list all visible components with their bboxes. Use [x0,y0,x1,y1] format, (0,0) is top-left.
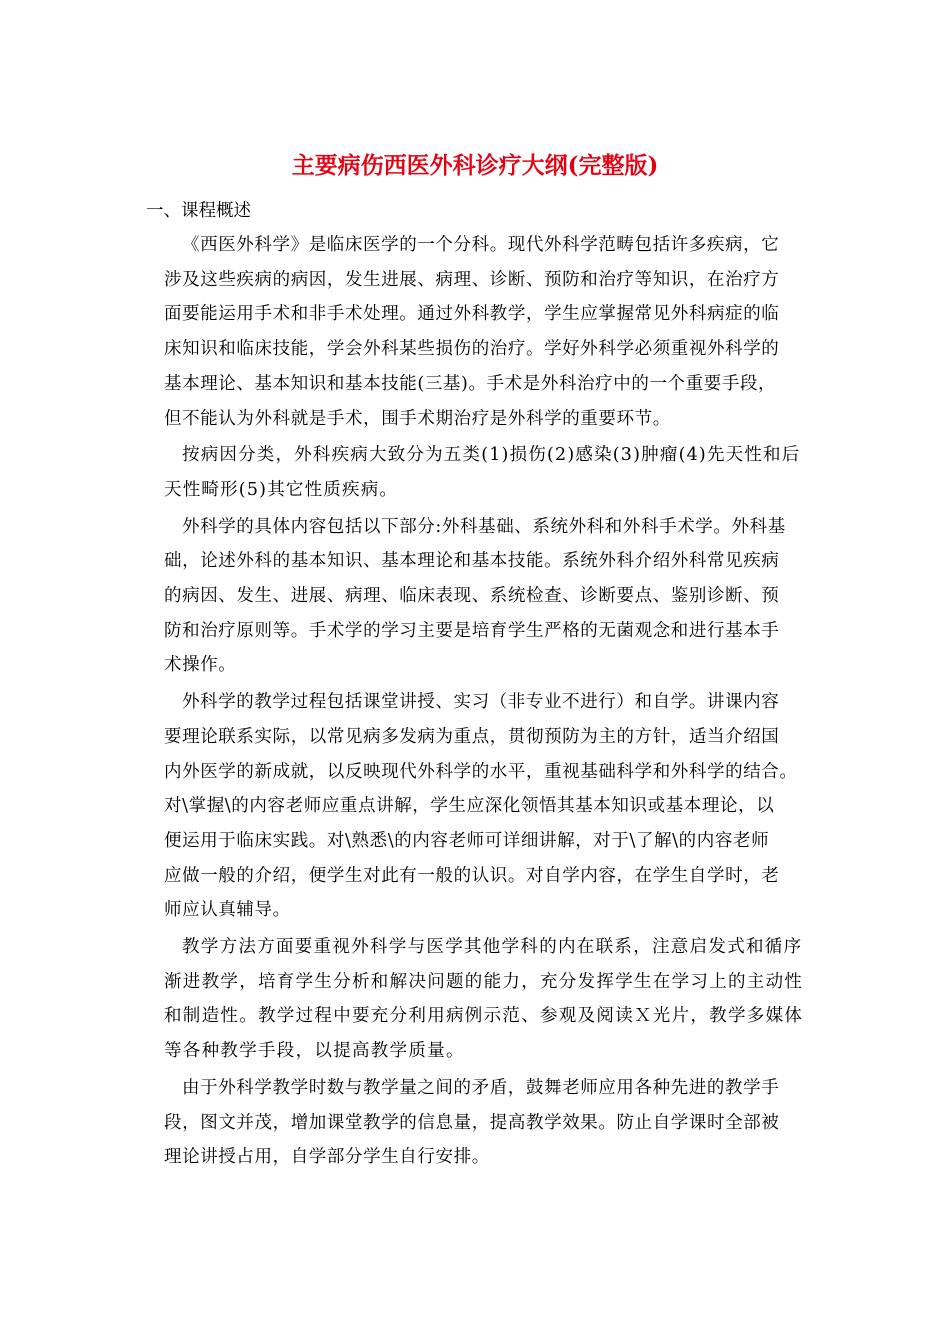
document-title: 主要病伤西医外科诊疗大纲(完整版) [291,152,659,179]
text-line: 外科学的具体内容包括以下部分:外科基础、系统外科和外科手术学。外科基 [182,516,786,537]
paragraph [146,510,808,684]
text-line: 术操作。 [164,655,237,676]
text-line: 渐进教学，培育学生分析和解决问题的能力，充分发挥学生在学习上的主动性 [164,971,804,992]
text-line: 便运用于临床实践。对\熟悉\的内容老师可详细讲解，对于\了解\的内容老师 [164,830,770,851]
paragraph [146,1071,808,1175]
text-line: 《西医外科学》是临床医学的一个分科。现代外科学范畴包括许多疾病，它 [182,235,780,255]
text-line: 础，论述外科的基本知识、基本理论和基本技能。系统外科介绍外科常见疾病 [164,551,780,572]
text-line: 理论讲授占用，自学部分学生自行安排。 [164,1147,490,1168]
text-line: 基本理论、基本知识和基本技能(三基)。手术是外科治疗中的一个重要手段， [164,373,777,394]
document-body [146,228,808,1177]
text-line: 等各种教学手段，以提高教学质量。 [164,1041,465,1062]
text-line: 由于外科学教学时数与教学量之间的矛盾，鼓舞老师应用各种先进的教学手 [182,1077,780,1098]
text-line: 教学方法方面要重视外科学与医学其他学科的内在联系，注意启发式和循序 [182,937,803,958]
text-line: 天性畸形(5)其它性质疾病。 [164,479,399,500]
text-line: 应做一般的介绍，便学生对此有一般的认识。对自学内容，在学生自学时，老 [164,865,780,886]
text-line: 段，图文并茂，增加课堂教学的信息量，提高教学效果。防止自学课时全部被 [164,1112,780,1133]
text-line: 涉及这些疾病的病因，发生进展、病理、诊断、预防和治疗等知识，在治疗方 [164,269,780,290]
text-line: 内外医学的新成就，以反映现代外科学的水平，重视基础科学和外科学的结合。 [164,761,798,782]
text-line: 师应认真辅导。 [164,900,291,921]
text-line: 外科学的教学过程包括课堂讲授、实习（非专业不进行）和自学。讲课内容 [182,692,780,713]
text-line: 和制造性。教学过程中要充分利用病例示范、参观及阅读Ｘ光片，教学多媒体 [164,1006,804,1027]
text-line: 防和治疗原则等。手术学的学习主要是培育学生严格的无菌观念和进行基本手 [164,620,780,641]
paragraph [146,930,808,1069]
text-line: 但不能认为外科就是手术，围手术期治疗是外科学的重要环节。 [164,408,671,429]
text-line: 床知识和临床技能，学会外科某些损伤的治疗。学好外科学必须重视外科学的 [164,339,780,360]
text-line: 要理论联系实际，以常见病多发病为重点，贯彻预防为主的方针，适当介绍国 [164,726,780,747]
paragraph [146,685,808,928]
text-line: 的病因、发生、进展、病理、临床表现、系统检查、诊断要点、鉴别诊断、预 [164,586,780,607]
section-heading: 一、课程概述 [146,201,251,221]
text-line: 按病因分类，外科疾病大致分为五类(1)损伤(2)感染(3)肿瘤(4)先天性和后 [182,445,801,466]
paragraph [146,438,808,507]
text-line: 面要能运用手术和非手术处理。通过外科教学，学生应掌握常见外科病症的临 [164,304,780,325]
text-line: 对\掌握\的内容老师应重点讲解，学生应深化领悟其基本知识或基本理论，以 [164,796,775,817]
paragraph [146,228,808,436]
